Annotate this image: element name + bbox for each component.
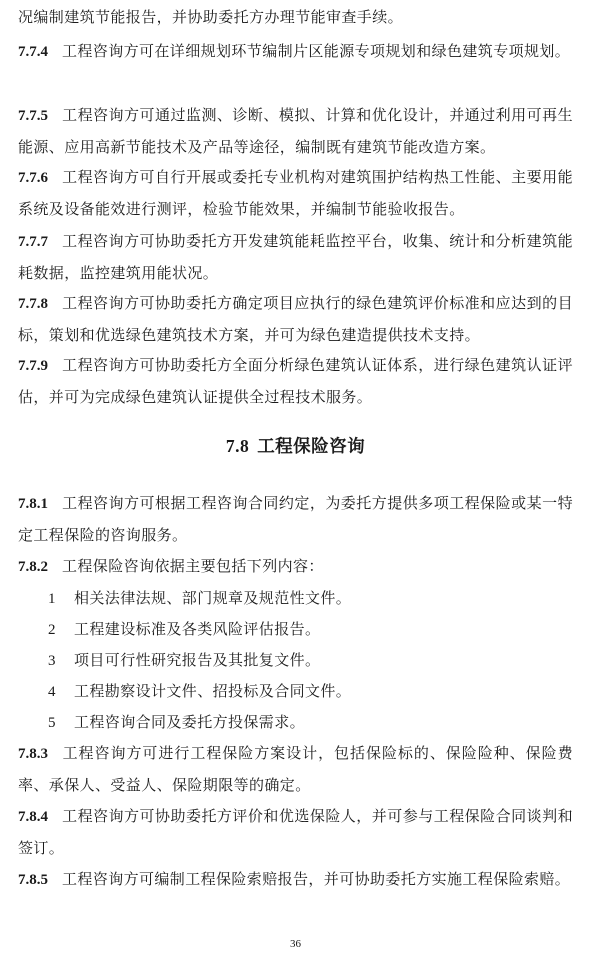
list-item-text: 项目可行性研究报告及其批复文件。 <box>74 651 321 669</box>
clause-number: 7.7.9 <box>18 358 48 374</box>
list-item-text: 工程咨询合同及委托方投保需求。 <box>74 713 306 731</box>
clause-text: 工程咨询方可协助委托方确定项目应执行的绿色建筑评价标准和应达到的目标，策划和优选绿色建筑技术方案，并可为绿色建造提供技术支持。 <box>18 294 573 344</box>
list-item <box>48 676 351 708</box>
section-title: 工程保险咨询 <box>257 437 366 457</box>
list-item-number: 1 <box>48 591 56 607</box>
list-item-number: 3 <box>48 653 56 669</box>
clause-text: 工程咨询方可自行开展或委托专业机构对建筑围护结构热工性能、主要用能系统及设备能效进行测评，检验节能效果，并编制节能验收报告。 <box>18 168 573 218</box>
clause-7-8-3 <box>18 738 573 800</box>
clause-text: 工程咨询方可通过监测、诊断、模拟、计算和优化设计，并通过利用可再生能源、应用高新节能技术及产品等途径，编制既有建筑节能改造方案。 <box>18 106 573 156</box>
clause-number: 7.7.8 <box>18 296 48 312</box>
clause-7-7-4 <box>18 36 573 68</box>
clause-7-8-1 <box>18 488 573 550</box>
clause-number: 7.8.3 <box>18 746 48 762</box>
clause-number: 7.7.7 <box>18 234 48 250</box>
clause-7-7-8 <box>18 288 573 350</box>
list-item-text: 工程勘察设计文件、招投标及合同文件。 <box>74 682 352 700</box>
clause-text: 工程咨询方可进行工程保险方案设计，包括保险标的、保险险种、保险费率、承保人、受益人、保险期限等的确定。 <box>18 744 573 794</box>
clause-7-7-6 <box>18 162 573 224</box>
section-heading <box>0 433 591 458</box>
clause-number: 7.7.5 <box>18 108 48 124</box>
clause-text: 工程咨询方可协助委托方全面分析绿色建筑认证体系，进行绿色建筑认证评估，并可为完成绿色建筑认证提供全过程技术服务。 <box>18 356 573 406</box>
clause-7-7-5 <box>18 100 573 162</box>
clause-text: 工程咨询方可协助委托方评价和优选保险人，并可参与工程保险合同谈判和签订。 <box>18 807 573 857</box>
list-item <box>48 614 320 646</box>
clause-7-7-9 <box>18 350 573 412</box>
list-item <box>48 645 320 677</box>
section-number: 7.8 <box>225 436 250 456</box>
paragraph-text: 况编制建筑节能报告，并协助委托方办理节能审查手续。 <box>18 8 404 26</box>
clause-number: 7.8.1 <box>18 496 48 512</box>
clause-text: 工程保险咨询依据主要包括下列内容： <box>62 557 324 575</box>
clause-text: 工程咨询方可编制工程保险索赔报告，并可协助委托方实施工程保险索赔。 <box>62 870 571 888</box>
clause-7-7-7 <box>18 226 573 288</box>
list-item-text: 工程建设标准及各类风险评估报告。 <box>74 620 321 638</box>
clause-7-8-4 <box>18 801 573 863</box>
list-item <box>48 707 305 739</box>
page-number: 36 <box>290 938 301 950</box>
list-item-number: 4 <box>48 684 56 700</box>
clause-number: 7.8.4 <box>18 809 48 825</box>
list-item-number: 2 <box>48 622 56 638</box>
clause-number: 7.8.5 <box>18 872 48 888</box>
clause-text: 工程咨询方可根据工程咨询合同约定，为委托方提供多项工程保险或某一特定工程保险的咨询服务。 <box>18 494 573 544</box>
list-item-number: 5 <box>48 715 56 731</box>
clause-text: 工程咨询方可协助委托方开发建筑能耗监控平台，收集、统计和分析建筑能耗数据，监控建筑用能状况。 <box>18 232 573 282</box>
clause-7-8-2 <box>18 551 573 583</box>
clause-number: 7.8.2 <box>18 559 48 575</box>
clause-number: 7.7.6 <box>18 170 48 186</box>
clause-text: 工程咨询方可在详细规划环节编制片区能源专项规划和绿色建筑专项规划。 <box>62 42 571 60</box>
clause-number: 7.7.4 <box>18 44 48 60</box>
clause-7-8-5 <box>18 864 573 896</box>
paragraph-continuation <box>18 2 573 33</box>
list-item <box>48 583 351 615</box>
list-item-text: 相关法律法规、部门规章及规范性文件。 <box>74 589 352 607</box>
